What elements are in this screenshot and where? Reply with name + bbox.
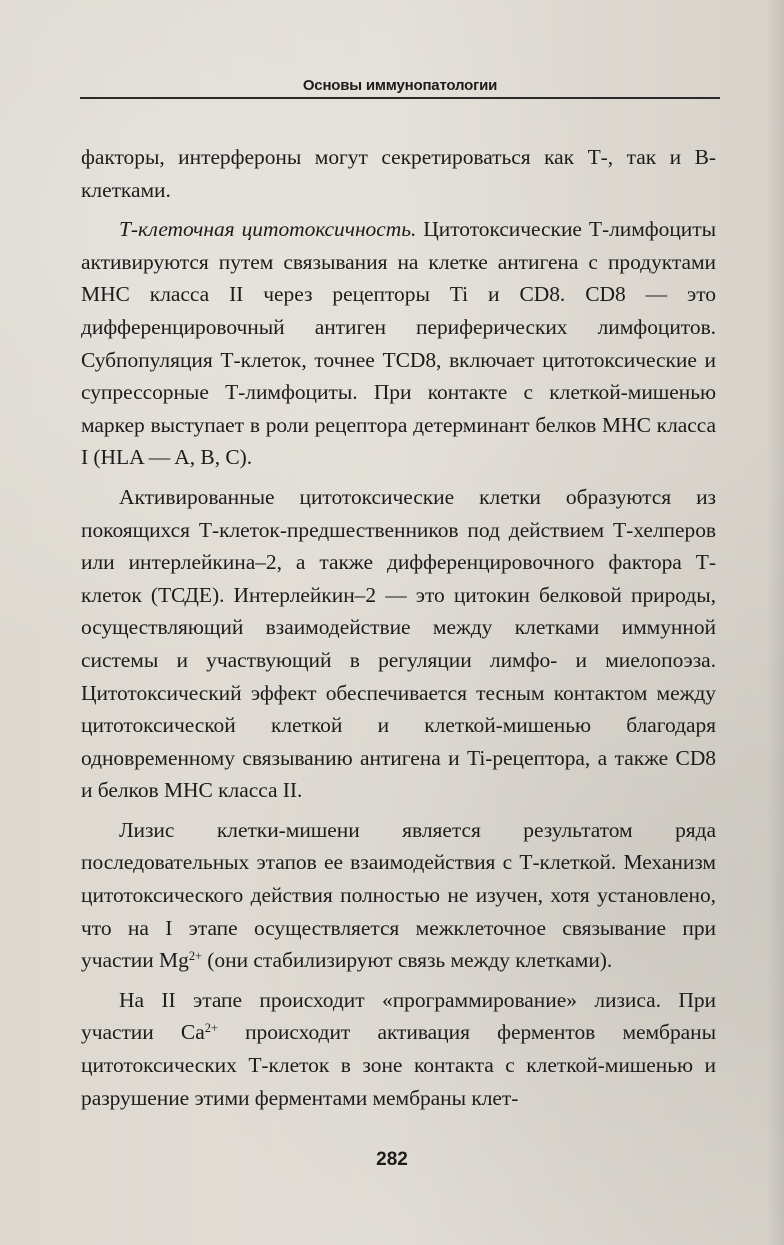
paragraph-5-text-before: На II этапе происходит «программирование» лизиса. При участии Ca [81,987,716,1045]
paragraph-5-text-after: происходит активация ферментов мембраны цитотоксических Т-клеток в зоне контакта с клеткой-мишенью и разрушение этими ферментами мембраны клет- [81,1020,716,1110]
paragraph-4-text-before: Лизис клетки-мишени является результатом ряда последовательных этапов ее взаимодействия с Т-клеткой. Механизм цитотоксического действия полностью не изучен, хотя установлено, что на I этапе осуществляется межклеточное связывание при участии Mg [81,817,716,973]
paragraph-4-superscript: 2+ [188,949,202,964]
paragraph-3 [81,481,716,807]
paragraph-3-text: Активированные цитотоксические клетки образуются из покоящихся Т-клеток-предшественников под действием Т-хелперов или интерлейкина–2, а также дифференцировочного фактора Т-клеток (ТСДЕ). Интерлейкин–2 — это цитокин белковой природы, осуществляющий взаимодействие между клетками иммунной системы и участвующий в регуляции лимфо- и миелопоэза. Цитотоксический эффект обеспечивается тесным контактом между цитотоксической клеткой и клеткой-мишенью благодаря одновременному связыванию антигена и Ti-рецептора, а также CD8 и белков МНС класса II. [81,484,716,803]
running-header-title: Основы иммунопатологии [302,77,498,94]
page-edge-shadow [766,0,784,1245]
paragraph-2-text: Цитотоксические Т-лимфоциты активируются путем связывания на клетке антигена с продуктами МНС класса II через рецепторы Ti и CD8. CD8 — это дифференцировочный антиген периферических лимфоцитов. Субпопуляция Т-клеток, точнее TCD8, включает цитотоксические и супрессорные Т-лимфоциты. При контакте с клеткой-мишенью маркер выступает в роли рецептора детерминант белков МНС класса I (HLA — A, B, C). [81,217,716,470]
body-text [81,141,716,1121]
paragraph-1 [81,141,716,206]
paragraph-4-text-after: (они стабилизируют связь между клетками). [201,948,613,973]
paragraph-5 [81,984,716,1114]
page-number: 282 [376,1149,408,1170]
paragraph-2 [81,213,716,474]
paragraph-2-italic-lead: Т-клеточная цитотоксичность. [119,217,417,242]
paragraph-5-superscript: 2+ [204,1021,218,1036]
paragraph-4 [81,814,716,977]
paragraph-1-text: факторы, интерфероны могут секретироваться как Т-, так и В-клетками. [81,145,716,202]
running-header [80,77,720,101]
header-rule [80,97,720,99]
